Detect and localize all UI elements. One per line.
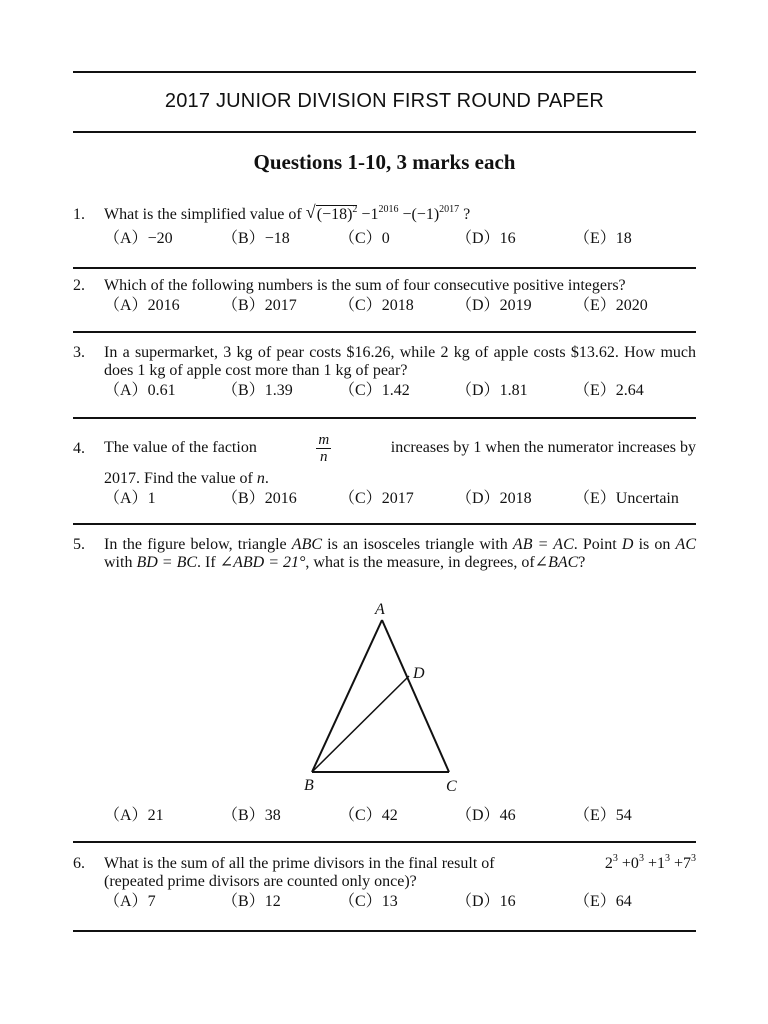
option-d[interactable]: （D）2019 [456, 297, 532, 314]
divider [73, 267, 696, 269]
label-a: A [375, 601, 385, 618]
option-e[interactable]: （E）Uncertain [574, 490, 679, 507]
math-expression: $2^3 +0^3 +1^3 +7^3$ [604, 853, 696, 872]
option-c[interactable]: （C）1.42 [339, 382, 410, 399]
question-3 [73, 344, 696, 401]
question-5 [73, 536, 696, 572]
side-ac [382, 620, 449, 772]
page-title: 2017 JUNIOR DIVISION FIRST ROUND PAPER [164, 90, 605, 112]
question-text: What is the simplified value of √ $(-18)^2 -1^{2016} -(-1)^{2017}$ ? [104, 202, 471, 223]
question-text: Which of the following numbers is the sum of four consecutive positive integers? [104, 277, 626, 294]
option-a[interactable]: （A）21 [104, 807, 164, 824]
question-number: 2. [73, 277, 85, 294]
question-text: In a supermarket, 3 kg of pear costs $16.26, while 2 kg of apple costs $13.62. How much does 1 kg of apple cost more than 1 kg of pear? [104, 344, 696, 379]
option-e[interactable]: （E）54 [574, 807, 632, 824]
option-d[interactable]: （D）46 [456, 807, 516, 824]
label-b: B [304, 777, 314, 794]
answer-options [73, 297, 696, 316]
option-c[interactable]: （C）13 [339, 893, 398, 910]
question-6 [73, 855, 696, 912]
option-b[interactable]: （B）12 [222, 893, 281, 910]
divider [73, 417, 696, 419]
answer-options [73, 893, 696, 912]
segment-bd [312, 676, 409, 772]
option-d[interactable]: （D）16 [456, 893, 516, 910]
option-b[interactable]: （B）1.39 [222, 382, 293, 399]
option-b[interactable]: （B）38 [222, 807, 281, 824]
option-e[interactable]: （E）18 [574, 230, 632, 247]
option-e[interactable]: （E）2020 [574, 297, 648, 314]
option-d[interactable]: （D）2018 [456, 490, 532, 507]
option-a[interactable]: （A）−20 [104, 230, 173, 247]
bottom-rule [73, 930, 696, 932]
option-e[interactable]: （E）2.64 [574, 382, 644, 399]
divider [73, 331, 696, 333]
question-number: 5. [73, 536, 85, 553]
question-number: 6. [73, 855, 85, 872]
fraction: $\frac{m}{n}$ [318, 431, 330, 465]
label-c: C [446, 778, 457, 795]
title-rule [73, 131, 696, 133]
option-a[interactable]: （A）2016 [104, 297, 180, 314]
question-2 [73, 277, 696, 316]
option-c[interactable]: （C）2018 [339, 297, 414, 314]
option-a[interactable]: （A）1 [104, 490, 156, 507]
option-c[interactable]: （C）0 [339, 230, 390, 247]
option-a[interactable]: （A）7 [104, 893, 156, 910]
triangle-figure [290, 596, 470, 801]
option-e[interactable]: （E）64 [574, 893, 632, 910]
label-d: D [413, 665, 425, 682]
option-c[interactable]: （C）2017 [339, 490, 414, 507]
option-d[interactable]: （D）1.81 [456, 382, 528, 399]
question-1 [73, 202, 696, 249]
question-number: 1. [73, 206, 85, 223]
top-rule [73, 71, 696, 73]
option-c[interactable]: （C）42 [339, 807, 398, 824]
question-number: 4. [73, 440, 85, 457]
question-number: 3. [73, 344, 85, 361]
side-ab [312, 620, 382, 772]
answer-options [73, 382, 696, 401]
question-4 [73, 430, 696, 509]
question-text: What is the sum of all the prime divisors in the final result of $2^3 +0^3 +1^3 +7^3$ (repeated prime divisors are counted only once)? [104, 853, 696, 890]
option-d[interactable]: （D）16 [456, 230, 516, 247]
option-a[interactable]: （A）0.61 [104, 382, 176, 399]
answer-options [73, 807, 696, 826]
square-root: √ $(-18)^2$ [305, 202, 358, 223]
answer-options [73, 230, 696, 249]
divider [73, 523, 696, 525]
section-heading: Questions 1-10, 3 marks each [253, 150, 516, 174]
question-5-options [73, 807, 696, 826]
question-text: In the figure below, triangle ABC is an isosceles triangle with AB = AC. Point D is on AC with BD = BC. If ∠ABD = 21°, what is the measure, in degrees, of∠BAC? [104, 536, 696, 571]
divider [73, 841, 696, 843]
option-b[interactable]: （B）2017 [222, 297, 297, 314]
answer-options [73, 490, 696, 509]
question-text: The value of the faction $\frac{m}{n}$ increases by 1 when the numerator increases by 2017. Find the value of n. [104, 431, 696, 487]
option-b[interactable]: （B）2016 [222, 490, 297, 507]
option-b[interactable]: （B）−18 [222, 230, 290, 247]
